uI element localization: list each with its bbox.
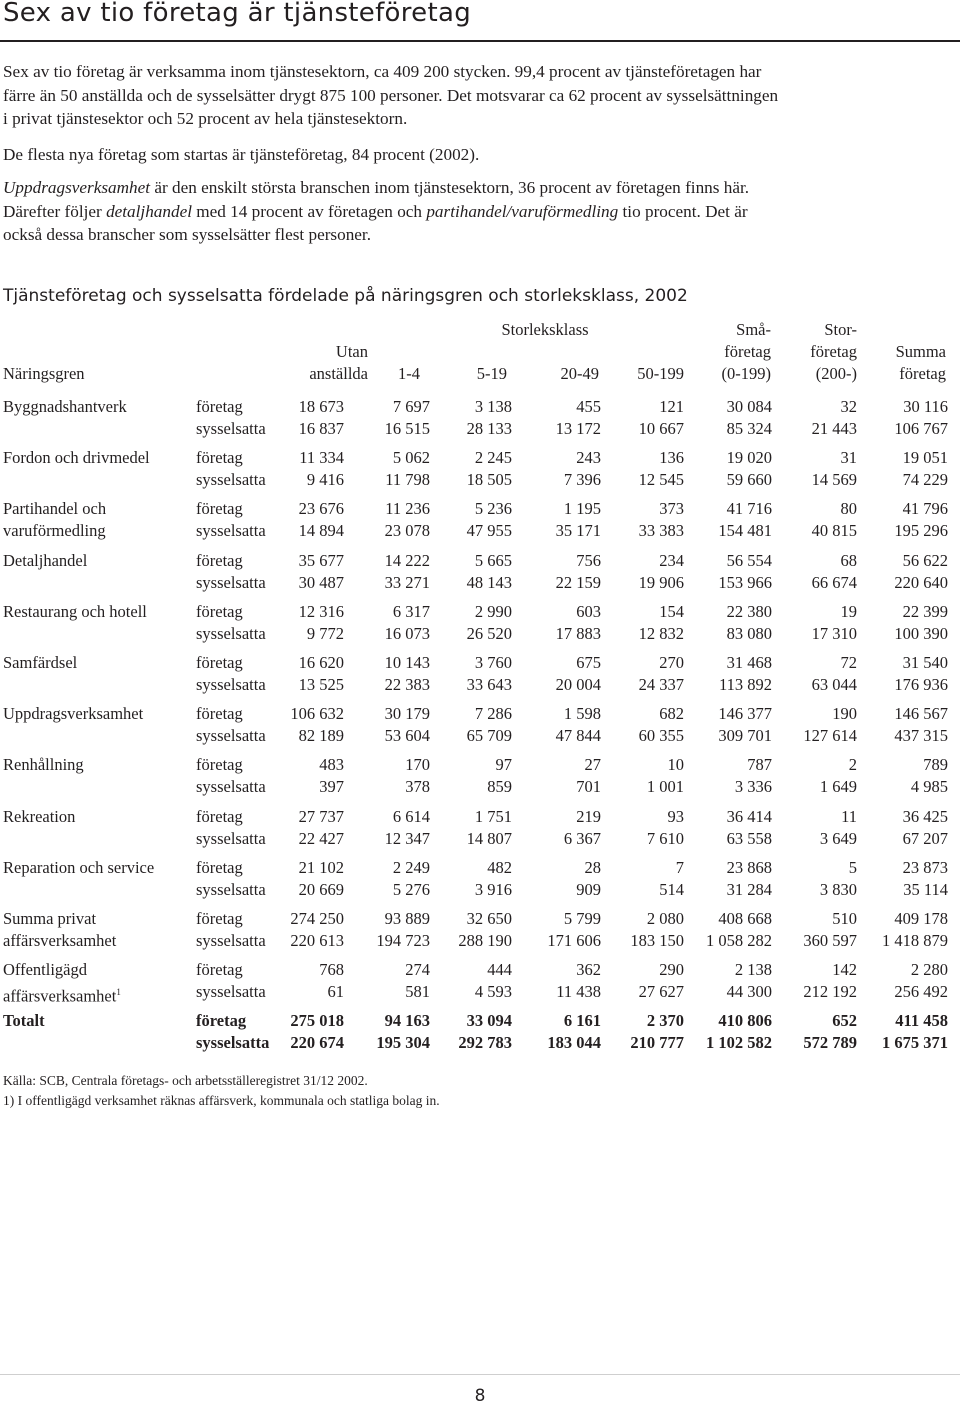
type-label-sysselsatta: sysselsatta xyxy=(196,880,266,899)
cell-sysselsatta-5-19: 65 709 xyxy=(466,726,512,745)
cell-foretag-utan: 27 737 xyxy=(298,807,344,826)
type-label-foretag: företag xyxy=(196,960,243,979)
cell-sysselsatta-stor: 3 830 xyxy=(819,880,857,899)
cell-foretag-utan: 21 102 xyxy=(298,858,344,877)
cell-foretag-utan: 35 677 xyxy=(298,551,344,570)
cell-foretag-50-199: 682 xyxy=(659,704,684,723)
cell-sysselsatta-summa: 35 114 xyxy=(903,880,948,899)
type-label-foretag: företag xyxy=(196,448,243,467)
type-label-sysselsatta: sysselsatta xyxy=(196,931,266,950)
page-heading: Sex av tio företag är tjänsteföretag xyxy=(3,0,471,28)
cell-sysselsatta-20-49: 171 606 xyxy=(547,931,601,950)
cell-sysselsatta-utan: 20 669 xyxy=(298,880,344,899)
header-sma-2: företag xyxy=(724,342,771,361)
cell-sysselsatta-50-199: 12 832 xyxy=(638,624,684,643)
cell-sysselsatta-sma: 1 058 282 xyxy=(706,931,772,950)
cell-foretag-1-4: 170 xyxy=(405,755,430,774)
row-label: Reparation och service xyxy=(3,858,155,877)
cell-foretag-stor: 5 xyxy=(848,858,857,877)
paragraph-text-part: med 14 procent av företagen och xyxy=(191,201,427,221)
cell-sysselsatta-sma: 63 558 xyxy=(726,829,772,848)
cell-foretag-summa: 41 796 xyxy=(902,499,948,518)
cell-foretag-stor: 68 xyxy=(840,551,857,570)
header-sma-3: (0-199) xyxy=(721,364,771,383)
header-storleksklass: Storleksklass xyxy=(501,320,589,339)
cell-foretag-sma: 41 716 xyxy=(726,499,772,518)
cell-foretag-5-19: 444 xyxy=(487,960,512,979)
emphasis-uppdragsverksamhet: Uppdragsverksamhet xyxy=(3,178,151,197)
header-5-19: 5-19 xyxy=(476,364,507,383)
cell-sysselsatta-summa: 1 675 371 xyxy=(882,1033,948,1052)
cell-foretag-20-49: 603 xyxy=(576,602,601,621)
cell-sysselsatta-5-19: 4 593 xyxy=(474,982,512,1001)
cell-sysselsatta-5-19: 859 xyxy=(487,777,512,796)
cell-sysselsatta-sma: 1 102 582 xyxy=(706,1033,772,1052)
cell-foretag-sma: 22 380 xyxy=(726,602,772,621)
type-label-sysselsatta: sysselsatta xyxy=(196,573,266,592)
header-sma-1: Små- xyxy=(736,320,771,339)
cell-foretag-5-19: 5 665 xyxy=(474,551,512,570)
row-label: Summa privat xyxy=(3,909,97,928)
paragraph-text-part: är den enskilt största branschen inom tjänstesektorn, 36 procent av företagen finns här. Därefter följer xyxy=(3,178,750,221)
type-label-foretag: företag xyxy=(196,755,243,774)
cell-foretag-stor: 80 xyxy=(840,499,857,518)
cell-sysselsatta-summa: 74 229 xyxy=(902,470,948,489)
type-label-foretag: företag xyxy=(196,551,243,570)
cell-foretag-50-199: 290 xyxy=(659,960,684,979)
cell-foretag-stor: 190 xyxy=(832,704,857,723)
cell-foretag-utan: 106 632 xyxy=(290,704,344,723)
cell-sysselsatta-20-49: 13 172 xyxy=(555,419,601,438)
cell-sysselsatta-utan: 13 525 xyxy=(298,675,344,694)
row-label: varuförmedling xyxy=(3,521,106,540)
cell-foretag-20-49: 243 xyxy=(576,448,601,467)
cell-foretag-sma: 19 020 xyxy=(726,448,772,467)
cell-sysselsatta-1-4: 581 xyxy=(405,982,430,1001)
cell-foretag-50-199: 270 xyxy=(659,653,684,672)
page-number: 8 xyxy=(474,1386,486,1406)
cell-sysselsatta-50-199: 514 xyxy=(659,880,684,899)
cell-foretag-5-19: 1 751 xyxy=(474,807,512,826)
cell-foretag-stor: 19 xyxy=(840,602,857,621)
cell-sysselsatta-20-49: 22 159 xyxy=(555,573,601,592)
cell-foretag-1-4: 93 889 xyxy=(384,909,430,928)
cell-sysselsatta-1-4: 23 078 xyxy=(384,521,430,540)
cell-foretag-sma: 31 468 xyxy=(726,653,772,672)
cell-sysselsatta-5-19: 288 190 xyxy=(458,931,512,950)
cell-sysselsatta-5-19: 18 505 xyxy=(466,470,512,489)
row-label: Rekreation xyxy=(3,807,76,826)
cell-sysselsatta-sma: 31 284 xyxy=(726,880,772,899)
cell-foretag-5-19: 97 xyxy=(495,755,512,774)
cell-foretag-utan: 768 xyxy=(319,960,344,979)
cell-sysselsatta-50-199: 60 355 xyxy=(638,726,684,745)
cell-sysselsatta-sma: 59 660 xyxy=(726,470,772,489)
cell-sysselsatta-utan: 14 894 xyxy=(298,521,344,540)
cell-sysselsatta-20-49: 183 044 xyxy=(547,1033,601,1052)
cell-foretag-20-49: 5 799 xyxy=(563,909,601,928)
cell-sysselsatta-summa: 4 985 xyxy=(910,777,948,796)
cell-foretag-50-199: 373 xyxy=(659,499,684,518)
source-note: Källa: SCB, Centrala företags- och arbetsställeregistret 31/12 2002. xyxy=(3,1073,368,1088)
cell-sysselsatta-summa: 67 207 xyxy=(902,829,948,848)
cell-foretag-20-49: 28 xyxy=(584,858,601,877)
cell-sysselsatta-utan: 30 487 xyxy=(298,573,344,592)
row-label: Detaljhandel xyxy=(3,551,88,570)
cell-sysselsatta-sma: 153 966 xyxy=(718,573,772,592)
cell-foretag-50-199: 2 370 xyxy=(646,1011,684,1030)
cell-sysselsatta-stor: 360 597 xyxy=(803,931,857,950)
cell-foretag-20-49: 27 xyxy=(584,755,601,774)
cell-foretag-50-199: 2 080 xyxy=(646,909,684,928)
header-anstallda: anställda xyxy=(309,364,368,383)
cell-foretag-summa: 789 xyxy=(923,755,948,774)
cell-foretag-20-49: 1 598 xyxy=(563,704,601,723)
cell-foretag-sma: 23 868 xyxy=(726,858,772,877)
cell-sysselsatta-20-49: 7 396 xyxy=(563,470,601,489)
cell-sysselsatta-1-4: 33 271 xyxy=(384,573,430,592)
cell-sysselsatta-50-199: 33 383 xyxy=(638,521,684,540)
type-label-foretag: företag xyxy=(196,602,243,621)
cell-foretag-stor: 652 xyxy=(832,1011,857,1030)
cell-sysselsatta-sma: 44 300 xyxy=(726,982,772,1001)
row-label: Restaurang och hotell xyxy=(3,602,147,621)
cell-sysselsatta-50-199: 210 777 xyxy=(630,1033,684,1052)
cell-foretag-summa: 56 622 xyxy=(902,551,948,570)
cell-sysselsatta-utan: 61 xyxy=(327,982,344,1001)
cell-foretag-stor: 2 xyxy=(848,755,857,774)
cell-foretag-sma: 787 xyxy=(747,755,772,774)
cell-sysselsatta-50-199: 183 150 xyxy=(630,931,684,950)
type-label-foretag: företag xyxy=(196,1011,247,1030)
cell-foretag-5-19: 7 286 xyxy=(474,704,512,723)
cell-sysselsatta-1-4: 378 xyxy=(405,777,430,796)
cell-foretag-utan: 16 620 xyxy=(298,653,344,672)
cell-sysselsatta-summa: 437 315 xyxy=(894,726,948,745)
cell-sysselsatta-5-19: 292 783 xyxy=(458,1033,512,1052)
cell-sysselsatta-summa: 176 936 xyxy=(894,675,948,694)
cell-sysselsatta-20-49: 6 367 xyxy=(563,829,601,848)
row-label: Partihandel och xyxy=(3,499,107,518)
cell-foretag-stor: 142 xyxy=(832,960,857,979)
cell-foretag-5-19: 5 236 xyxy=(474,499,512,518)
cell-foretag-1-4: 2 249 xyxy=(392,858,430,877)
cell-foretag-sma: 2 138 xyxy=(734,960,772,979)
cell-sysselsatta-1-4: 53 604 xyxy=(384,726,430,745)
cell-foretag-50-199: 154 xyxy=(659,602,684,621)
type-label-foretag: företag xyxy=(196,653,243,672)
cell-sysselsatta-stor: 17 310 xyxy=(811,624,857,643)
cell-foretag-5-19: 3 138 xyxy=(474,397,512,416)
cell-foretag-summa: 146 567 xyxy=(894,704,948,723)
cell-foretag-utan: 23 676 xyxy=(298,499,344,518)
cell-sysselsatta-20-49: 701 xyxy=(576,777,601,796)
cell-foretag-5-19: 482 xyxy=(487,858,512,877)
row-label: Uppdragsverksamhet xyxy=(3,704,144,723)
cell-sysselsatta-utan: 9 416 xyxy=(306,470,344,489)
cell-foretag-1-4: 10 143 xyxy=(384,653,430,672)
type-label-sysselsatta: sysselsatta xyxy=(196,624,266,643)
cell-foretag-utan: 483 xyxy=(319,755,344,774)
cell-sysselsatta-utan: 16 837 xyxy=(298,419,344,438)
cell-foretag-stor: 510 xyxy=(832,909,857,928)
paragraph-new-companies: De flesta nya företag som startas är tjänsteföretag, 84 procent (2002). xyxy=(3,145,480,164)
cell-foretag-1-4: 11 236 xyxy=(385,499,430,518)
cell-foretag-20-49: 219 xyxy=(576,807,601,826)
row-label: Totalt xyxy=(3,1011,45,1030)
cell-foretag-5-19: 3 760 xyxy=(474,653,512,672)
cell-foretag-5-19: 2 990 xyxy=(474,602,512,621)
type-label-foretag: företag xyxy=(196,807,243,826)
cell-foretag-summa: 409 178 xyxy=(894,909,948,928)
row-label: Samfärdsel xyxy=(3,653,78,672)
type-label-foretag: företag xyxy=(196,909,243,928)
header-summa-2: företag xyxy=(899,364,946,383)
cell-sysselsatta-1-4: 16 073 xyxy=(384,624,430,643)
cell-foretag-5-19: 32 650 xyxy=(466,909,512,928)
cell-foretag-sma: 146 377 xyxy=(718,704,772,723)
type-label-sysselsatta: sysselsatta xyxy=(196,521,266,540)
cell-sysselsatta-summa: 100 390 xyxy=(894,624,948,643)
type-label-foretag: företag xyxy=(196,499,243,518)
cell-foretag-1-4: 14 222 xyxy=(384,551,430,570)
header-1-4: 1-4 xyxy=(398,364,420,383)
cell-sysselsatta-5-19: 26 520 xyxy=(466,624,512,643)
cell-sysselsatta-stor: 63 044 xyxy=(811,675,857,694)
cell-sysselsatta-20-49: 909 xyxy=(576,880,601,899)
cell-foretag-5-19: 2 245 xyxy=(474,448,512,467)
header-stor-2: företag xyxy=(810,342,857,361)
cell-sysselsatta-20-49: 17 883 xyxy=(555,624,601,643)
cell-foretag-summa: 23 873 xyxy=(902,858,948,877)
paragraph-text-part: tio procent. Det är också dessa branscher som sysselsätter flest personer. xyxy=(3,201,748,245)
type-label-sysselsatta: sysselsatta xyxy=(196,419,266,438)
cell-sysselsatta-sma: 83 080 xyxy=(726,624,772,643)
cell-sysselsatta-20-49: 11 438 xyxy=(556,982,601,1001)
cell-foretag-20-49: 1 195 xyxy=(563,499,601,518)
cell-sysselsatta-summa: 1 418 879 xyxy=(882,931,948,950)
cell-foretag-utan: 275 018 xyxy=(290,1011,344,1030)
cell-foretag-50-199: 93 xyxy=(667,807,684,826)
type-label-foretag: företag xyxy=(196,397,243,416)
cell-foretag-50-199: 10 xyxy=(667,755,684,774)
cell-sysselsatta-utan: 22 427 xyxy=(298,829,344,848)
cell-foretag-summa: 31 540 xyxy=(902,653,948,672)
cell-foretag-1-4: 7 697 xyxy=(392,397,430,416)
cell-foretag-summa: 19 051 xyxy=(902,448,948,467)
cell-foretag-summa: 2 280 xyxy=(910,960,948,979)
cell-sysselsatta-summa: 256 492 xyxy=(894,982,948,1001)
cell-foretag-1-4: 30 179 xyxy=(384,704,430,723)
cell-sysselsatta-stor: 3 649 xyxy=(819,829,857,848)
cell-sysselsatta-stor: 66 674 xyxy=(811,573,857,592)
cell-foretag-utan: 12 316 xyxy=(298,602,344,621)
cell-foretag-20-49: 6 161 xyxy=(563,1011,601,1030)
row-label: Fordon och drivmedel xyxy=(3,448,150,467)
type-label-sysselsatta: sysselsatta xyxy=(196,982,266,1001)
cell-sysselsatta-stor: 127 614 xyxy=(803,726,857,745)
cell-sysselsatta-20-49: 35 171 xyxy=(555,521,601,540)
cell-foretag-stor: 72 xyxy=(840,653,857,672)
cell-sysselsatta-sma: 309 701 xyxy=(718,726,772,745)
cell-sysselsatta-sma: 85 324 xyxy=(726,419,772,438)
cell-foretag-stor: 31 xyxy=(840,448,857,467)
cell-foretag-20-49: 455 xyxy=(576,397,601,416)
cell-sysselsatta-stor: 40 815 xyxy=(811,521,857,540)
cell-sysselsatta-5-19: 33 643 xyxy=(466,675,512,694)
cell-sysselsatta-20-49: 47 844 xyxy=(555,726,601,745)
row-label: affärsverksamhet xyxy=(3,931,117,950)
cell-foretag-1-4: 6 317 xyxy=(392,602,430,621)
cell-foretag-50-199: 136 xyxy=(659,448,684,467)
cell-sysselsatta-50-199: 24 337 xyxy=(638,675,684,694)
cell-sysselsatta-50-199: 27 627 xyxy=(638,982,684,1001)
row-label: Offentligägd xyxy=(3,960,88,979)
cell-sysselsatta-utan: 82 189 xyxy=(298,726,344,745)
cell-sysselsatta-1-4: 194 723 xyxy=(376,931,430,950)
cell-sysselsatta-summa: 220 640 xyxy=(894,573,948,592)
cell-sysselsatta-50-199: 10 667 xyxy=(638,419,684,438)
cell-sysselsatta-5-19: 14 807 xyxy=(466,829,512,848)
cell-sysselsatta-50-199: 19 906 xyxy=(638,573,684,592)
header-50-199: 50-199 xyxy=(637,364,684,383)
cell-sysselsatta-sma: 3 336 xyxy=(734,777,772,796)
cell-sysselsatta-utan: 220 613 xyxy=(290,931,344,950)
footnote-marker: 1 xyxy=(116,987,121,997)
cell-foretag-sma: 36 414 xyxy=(726,807,772,826)
cell-foretag-sma: 30 084 xyxy=(726,397,772,416)
cell-foretag-1-4: 274 xyxy=(405,960,430,979)
header-summa-1: Summa xyxy=(895,342,946,361)
cell-sysselsatta-sma: 154 481 xyxy=(718,521,772,540)
type-label-sysselsatta: sysselsatta xyxy=(196,1033,270,1052)
paragraph-intro: Sex av tio företag är verksamma inom tjänstesektorn, ca 409 200 stycken. 99,4 procent av tjänsteföretagen har färre än 50 anställda och de sysselsätter drygt 875 100 personer. Det motsvarar ca 62 procent av sysselsättningen i privat tjänstesektor och 52 procent av hela tjänstesektorn. xyxy=(3,62,779,129)
cell-foretag-utan: 18 673 xyxy=(298,397,344,416)
footnote: 1) I offentligägd verksamhet räknas affärsverk, kommunala och statliga bolag in. xyxy=(3,1093,440,1108)
cell-foretag-1-4: 6 614 xyxy=(392,807,430,826)
type-label-sysselsatta: sysselsatta xyxy=(196,777,266,796)
cell-foretag-summa: 22 399 xyxy=(902,602,948,621)
cell-sysselsatta-50-199: 1 001 xyxy=(646,777,684,796)
emphasis-detaljhandel: detaljhandel xyxy=(106,201,192,221)
cell-sysselsatta-stor: 212 192 xyxy=(803,982,857,1001)
cell-foretag-50-199: 121 xyxy=(659,397,684,416)
cell-sysselsatta-1-4: 16 515 xyxy=(384,419,430,438)
header-20-49: 20-49 xyxy=(560,364,599,383)
cell-foretag-50-199: 7 xyxy=(675,858,684,877)
type-label-sysselsatta: sysselsatta xyxy=(196,675,266,694)
type-label-sysselsatta: sysselsatta xyxy=(196,726,266,745)
header-stor-3: (200-) xyxy=(815,364,857,383)
cell-sysselsatta-1-4: 22 383 xyxy=(384,675,430,694)
type-label-sysselsatta: sysselsatta xyxy=(196,829,266,848)
cell-sysselsatta-1-4: 5 276 xyxy=(392,880,430,899)
cell-sysselsatta-stor: 14 569 xyxy=(811,470,857,489)
emphasis-partihandel: partihandel/varuförmedling xyxy=(426,201,619,221)
cell-sysselsatta-20-49: 20 004 xyxy=(555,675,601,694)
row-label: Renhållning xyxy=(3,755,84,774)
header-stor-1: Stor- xyxy=(824,320,857,339)
header-utan: Utan xyxy=(335,342,368,361)
footer-rule xyxy=(0,1374,960,1375)
cell-sysselsatta-50-199: 12 545 xyxy=(638,470,684,489)
cell-foretag-summa: 36 425 xyxy=(902,807,948,826)
cell-foretag-20-49: 756 xyxy=(576,551,601,570)
cell-sysselsatta-5-19: 48 143 xyxy=(466,573,512,592)
cell-foretag-5-19: 33 094 xyxy=(466,1011,512,1030)
cell-foretag-utan: 274 250 xyxy=(290,909,344,928)
type-label-foretag: företag xyxy=(196,704,243,723)
cell-sysselsatta-5-19: 47 955 xyxy=(466,521,512,540)
cell-foretag-stor: 11 xyxy=(841,807,857,826)
cell-sysselsatta-utan: 220 674 xyxy=(290,1033,344,1052)
cell-foretag-1-4: 5 062 xyxy=(392,448,430,467)
cell-sysselsatta-stor: 21 443 xyxy=(811,419,857,438)
cell-sysselsatta-stor: 572 789 xyxy=(803,1033,857,1052)
row-label: affärsverksamhet$^1$ xyxy=(3,986,121,1006)
cell-sysselsatta-stor: 1 649 xyxy=(819,777,857,796)
cell-foretag-50-199: 234 xyxy=(659,551,684,570)
cell-sysselsatta-5-19: 28 133 xyxy=(466,419,512,438)
table-caption: Tjänsteföretag och sysselsatta fördelade på näringsgren och storleksklass, 2002 xyxy=(3,286,688,306)
cell-sysselsatta-1-4: 11 798 xyxy=(385,470,430,489)
cell-sysselsatta-1-4: 12 347 xyxy=(384,829,430,848)
cell-foretag-sma: 56 554 xyxy=(726,551,772,570)
cell-sysselsatta-1-4: 195 304 xyxy=(376,1033,430,1052)
cell-foretag-summa: 411 458 xyxy=(895,1011,948,1030)
cell-foretag-20-49: 675 xyxy=(576,653,601,672)
cell-sysselsatta-50-199: 7 610 xyxy=(646,829,684,848)
cell-sysselsatta-utan: 9 772 xyxy=(306,624,344,643)
cell-foretag-stor: 32 xyxy=(840,397,857,416)
cell-sysselsatta-utan: 397 xyxy=(319,777,344,796)
header-naringsgren: Näringsgren xyxy=(3,364,85,383)
cell-foretag-1-4: 94 163 xyxy=(384,1011,430,1030)
type-label-foretag: företag xyxy=(196,858,243,877)
cell-foretag-sma: 410 806 xyxy=(718,1011,772,1030)
type-label-sysselsatta: sysselsatta xyxy=(196,470,266,489)
row-label: Byggnadshantverk xyxy=(3,397,127,416)
cell-sysselsatta-summa: 106 767 xyxy=(894,419,948,438)
cell-foretag-summa: 30 116 xyxy=(903,397,948,416)
cell-sysselsatta-summa: 195 296 xyxy=(894,521,948,540)
cell-sysselsatta-sma: 113 892 xyxy=(718,675,772,694)
cell-sysselsatta-5-19: 3 916 xyxy=(474,880,512,899)
cell-foretag-sma: 408 668 xyxy=(718,909,772,928)
cell-foretag-utan: 11 334 xyxy=(299,448,344,467)
cell-foretag-20-49: 362 xyxy=(576,960,601,979)
